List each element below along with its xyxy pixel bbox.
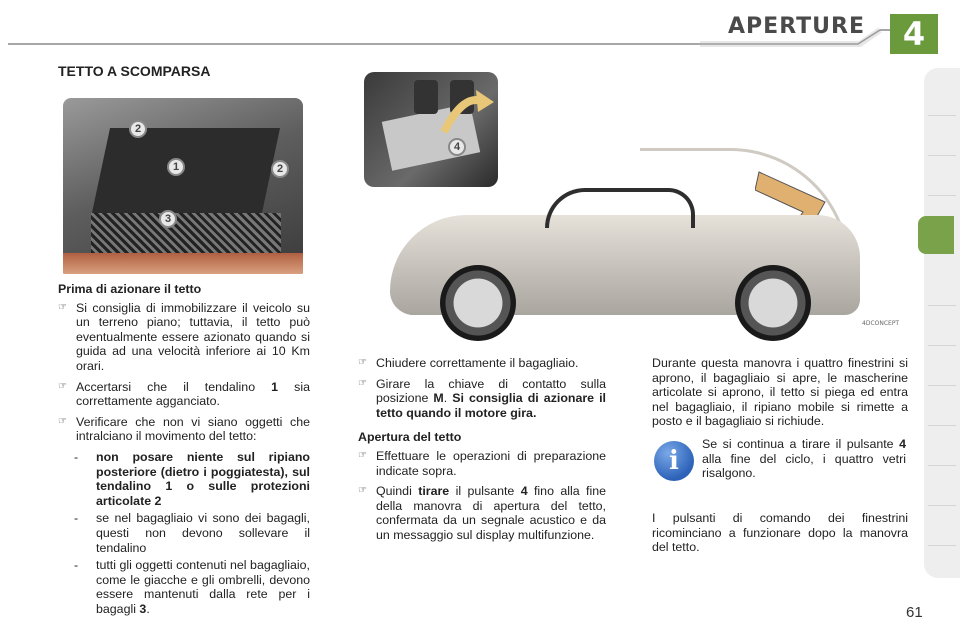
chapter-tab[interactable] <box>928 428 956 466</box>
chapter-tab-active[interactable] <box>918 216 954 254</box>
column-middle <box>358 356 606 549</box>
callout-2-left: 2 <box>129 120 147 138</box>
chapter-tab[interactable] <box>928 268 956 306</box>
convertible-car-illustration <box>370 140 890 340</box>
windscreen <box>545 188 695 228</box>
callout-1: 1 <box>167 158 185 176</box>
paragraph-roof-sequence: Durante questa manovra i quattro finestrini si aprono, il bagagliaio si apre, le mascherine articolate si aprono, il tetto si piega ed entra nel bagagliaio, il ripiano mobile si rimette a posto e il bagagliaio si richiude. <box>652 356 908 429</box>
front-wheel <box>440 265 516 341</box>
pointing-hand-icon: ☞ <box>358 485 367 497</box>
chapter-tab[interactable] <box>928 118 956 156</box>
chapter-title: APERTURE <box>728 14 865 39</box>
column-left <box>58 282 310 619</box>
chapter-tab[interactable] <box>928 468 956 506</box>
subtitle-roof-opening: Apertura del tetto <box>358 430 462 445</box>
bullet-item: ☞ Verificare che non vi siano oggetti che intralciano il movimento del tetto: <box>58 414 310 444</box>
chapter-tabs <box>924 68 960 578</box>
section-title: TETTO A SCOMPARSA <box>58 63 211 79</box>
chapter-number-badge: 4 <box>890 14 938 54</box>
page-number: 61 <box>906 604 923 621</box>
chapter-tab[interactable] <box>928 348 956 386</box>
trunk-photo <box>63 98 303 274</box>
pointing-hand-icon: ☞ <box>58 380 67 392</box>
paragraph-window-buttons: I pulsanti di comando dei finestrini ricominciano a funzionare dopo la manovra del tetto. <box>652 510 908 555</box>
dash-item: - se nel bagagliaio vi sono dei bagagli, questi non devono sollevare il tendalino <box>74 511 310 555</box>
bullet-item: ☞ Si consiglia di immobilizzare il veicolo su un terreno piano; tuttavia, il tetto può eventualmente essere azionato quando si guida ad una velocità inferiore ai 10 Km orari. <box>58 300 310 373</box>
trunk-tonneau-cover <box>92 128 280 213</box>
chapter-tab[interactable] <box>928 78 956 116</box>
rear-wheel <box>735 265 811 341</box>
chapter-tab[interactable] <box>928 158 956 196</box>
info-icon: i <box>654 441 694 481</box>
subtitle-before-operating: Prima di azionare il tetto <box>58 282 202 296</box>
bullet-item: ☞ Accertarsi che il tendalino 1 sia correttamente agganciato. <box>58 379 310 409</box>
image-credit: 4DCONCEPT <box>862 320 900 327</box>
bullet-item: ☞ Effettuare le operazioni di preparazione indicate sopra. <box>358 448 606 478</box>
page-header <box>0 0 960 60</box>
info-note <box>652 437 908 501</box>
chapter-tab[interactable] <box>928 508 956 546</box>
column-right <box>652 356 908 563</box>
pointing-hand-icon: ☞ <box>58 301 67 313</box>
pointing-hand-icon: ☞ <box>358 357 367 368</box>
rear-bumper <box>63 253 303 274</box>
callout-2-right: 2 <box>271 160 289 178</box>
pointing-hand-icon: ☞ <box>58 415 67 427</box>
info-note-text: Se si continua a tirare il pulsante 4 alla fine del ciclo, i quattro vetri risalgono. <box>702 436 906 481</box>
bullet-item: ☞ Girare la chiave di contatto sulla posizione M. Si consiglia di azionare il tetto quando il motore gira. <box>358 376 607 420</box>
dash-item: - non posare niente sul ripiano posteriore (dietro i poggiatesta), sul tendalino 1 o sulle protezioni articolate 2 <box>74 449 310 508</box>
bullet-item: ☞ Quindi tirare il pulsante 4 fino alla fine della manovra di apertura del tetto, confermata da un segnale acustico e da un messaggio sul display multifunzione. <box>358 484 606 542</box>
callout-3: 3 <box>159 210 177 228</box>
bullet-item: ☞ Chiudere correttamente il bagagliaio. <box>358 356 579 370</box>
chapter-tab[interactable] <box>928 308 956 346</box>
callout-4: 4 <box>448 138 466 156</box>
luggage-net <box>91 213 281 253</box>
dash-item: - tutti gli oggetti contenuti nel bagagliaio, come le giacche e gli ombrelli, devono essere mantenuti dalla rete per i bagagli 3. <box>74 558 310 616</box>
pointing-hand-icon: ☞ <box>358 377 367 389</box>
chapter-tab[interactable] <box>928 388 956 426</box>
pointing-hand-icon: ☞ <box>358 449 367 461</box>
